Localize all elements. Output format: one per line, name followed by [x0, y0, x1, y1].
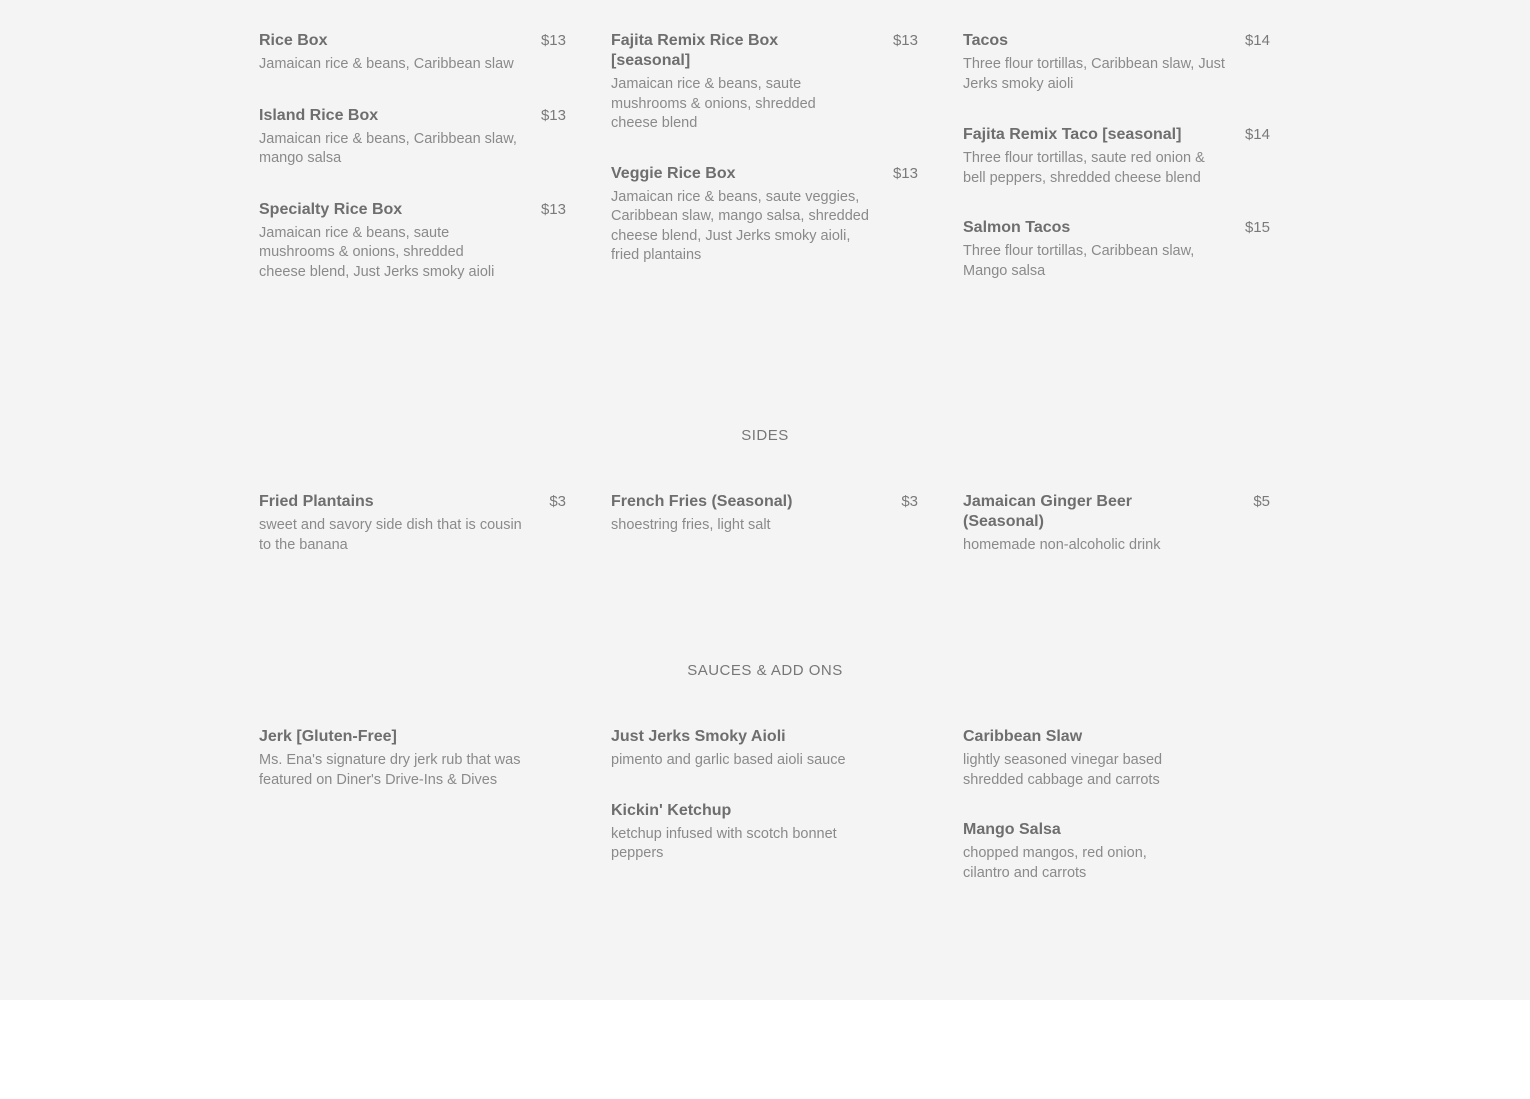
- menu-item-jerk: [259, 727, 566, 790]
- menu-item-smoky-aioli: [611, 727, 918, 771]
- item-title: Salmon Tacos: [963, 219, 1071, 236]
- item-title: Island Rice Box: [259, 106, 379, 124]
- item-price: $3: [549, 493, 566, 510]
- item-title: Jerk [Gluten-Free]: [259, 728, 397, 745]
- item-description: Jamaican rice & beans, saute mushrooms & onions, shredded cheese blend: [611, 76, 816, 131]
- item-price: $13: [540, 106, 566, 124]
- item-title: Veggie Rice Box: [611, 164, 736, 182]
- item-price: $14: [1244, 32, 1270, 49]
- item-title: Fried Plantains: [259, 493, 374, 510]
- menu-item-island-rice-box: [259, 106, 566, 169]
- mains-column-2: [611, 31, 918, 266]
- item-description: pimento and garlic based aioli sauce: [611, 752, 846, 768]
- item-price: $13: [892, 32, 918, 49]
- item-title: Tacos: [963, 32, 1009, 49]
- item-title: Jamaican Ginger Beer (Seasonal): [963, 493, 1132, 530]
- menu-item-kickin-ketchup: [611, 801, 918, 864]
- item-price: $5: [1253, 493, 1270, 510]
- menu-item-jamaican-ginger-beer: [963, 492, 1270, 556]
- menu-item-mango-salsa: [963, 820, 1270, 883]
- item-description: Jamaican rice & beans, saute veggies, Caribbean slaw, mango salsa, shredded cheese blend, Just Jerks smoky aioli, fried plantains: [611, 188, 869, 263]
- item-description: Three flour tortillas, Caribbean slaw, Mango salsa: [963, 243, 1195, 279]
- mains-column-3: [963, 31, 1270, 281]
- item-price: $13: [540, 32, 566, 49]
- item-title: Caribbean Slaw: [963, 728, 1083, 745]
- sauces-column-1: [259, 727, 566, 790]
- item-description: sweet and savory side dish that is cousin to the banana: [259, 517, 522, 553]
- item-title: French Fries (Seasonal): [611, 493, 793, 510]
- item-description: Ms. Ena's signature dry jerk rub that was featured on Diner's Drive-Ins & Dives: [259, 752, 521, 788]
- item-description: Jamaican rice & beans, saute mushrooms & onions, shredded cheese blend, Just Jerks smoky aioli: [259, 224, 495, 280]
- item-title: Mango Salsa: [963, 821, 1061, 838]
- sauces-column-3: [963, 727, 1270, 883]
- item-description: Jamaican rice & beans, Caribbean slaw: [259, 56, 514, 72]
- item-title: Just Jerks Smoky Aioli: [611, 728, 786, 745]
- item-description: lightly seasoned vinegar based shredded cabbage and carrots: [963, 752, 1163, 788]
- menu-item-french-fries: [611, 492, 918, 536]
- menu-item-fajita-remix-rice-box: [611, 31, 918, 134]
- item-price: $3: [901, 493, 918, 510]
- item-price: $14: [1244, 126, 1270, 143]
- item-description: chopped mangos, red onion, cilantro and carrots: [963, 845, 1147, 881]
- item-description: shoestring fries, light salt: [611, 517, 771, 533]
- sides-column-1: [259, 492, 566, 555]
- item-price: $13: [892, 164, 918, 182]
- sides-column-2: [611, 492, 918, 536]
- item-title: Fajita Remix Taco [seasonal]: [963, 126, 1182, 143]
- item-title: Rice Box: [259, 32, 328, 49]
- menu-item-specialty-rice-box: [259, 200, 566, 283]
- menu-item-tacos: [963, 31, 1270, 94]
- menu-item-fajita-remix-taco: [963, 125, 1270, 188]
- sauces-column-2: [611, 727, 918, 864]
- item-description: Three flour tortillas, Caribbean slaw, Just Jerks smoky aioli: [963, 56, 1225, 92]
- item-description: homemade non-alcoholic drink: [963, 537, 1161, 553]
- item-description: Jamaican rice & beans, Caribbean slaw, mango salsa: [259, 130, 517, 166]
- section-title-sauces: SAUCES & ADD ONS: [687, 662, 843, 679]
- item-title: Kickin' Ketchup: [611, 801, 732, 819]
- item-price: $15: [1244, 219, 1270, 236]
- item-title: Fajita Remix Rice Box [seasonal]: [611, 32, 779, 69]
- menu-item-fried-plantains: [259, 492, 566, 555]
- item-title: Specialty Rice Box: [259, 200, 403, 218]
- mains-column-1: [259, 31, 566, 282]
- item-price: $13: [540, 200, 566, 218]
- menu-item-salmon-tacos: [963, 218, 1270, 281]
- menu-item-caribbean-slaw: [963, 727, 1270, 790]
- menu-item-rice-box: [259, 31, 566, 75]
- item-description: Three flour tortillas, saute red onion & bell peppers, shredded cheese blend: [963, 150, 1205, 186]
- item-description: ketchup infused with scotch bonnet peppers: [611, 825, 837, 861]
- section-title-sides: SIDES: [741, 427, 789, 444]
- menu-item-veggie-rice-box: [611, 164, 918, 266]
- sides-column-3: [963, 492, 1270, 556]
